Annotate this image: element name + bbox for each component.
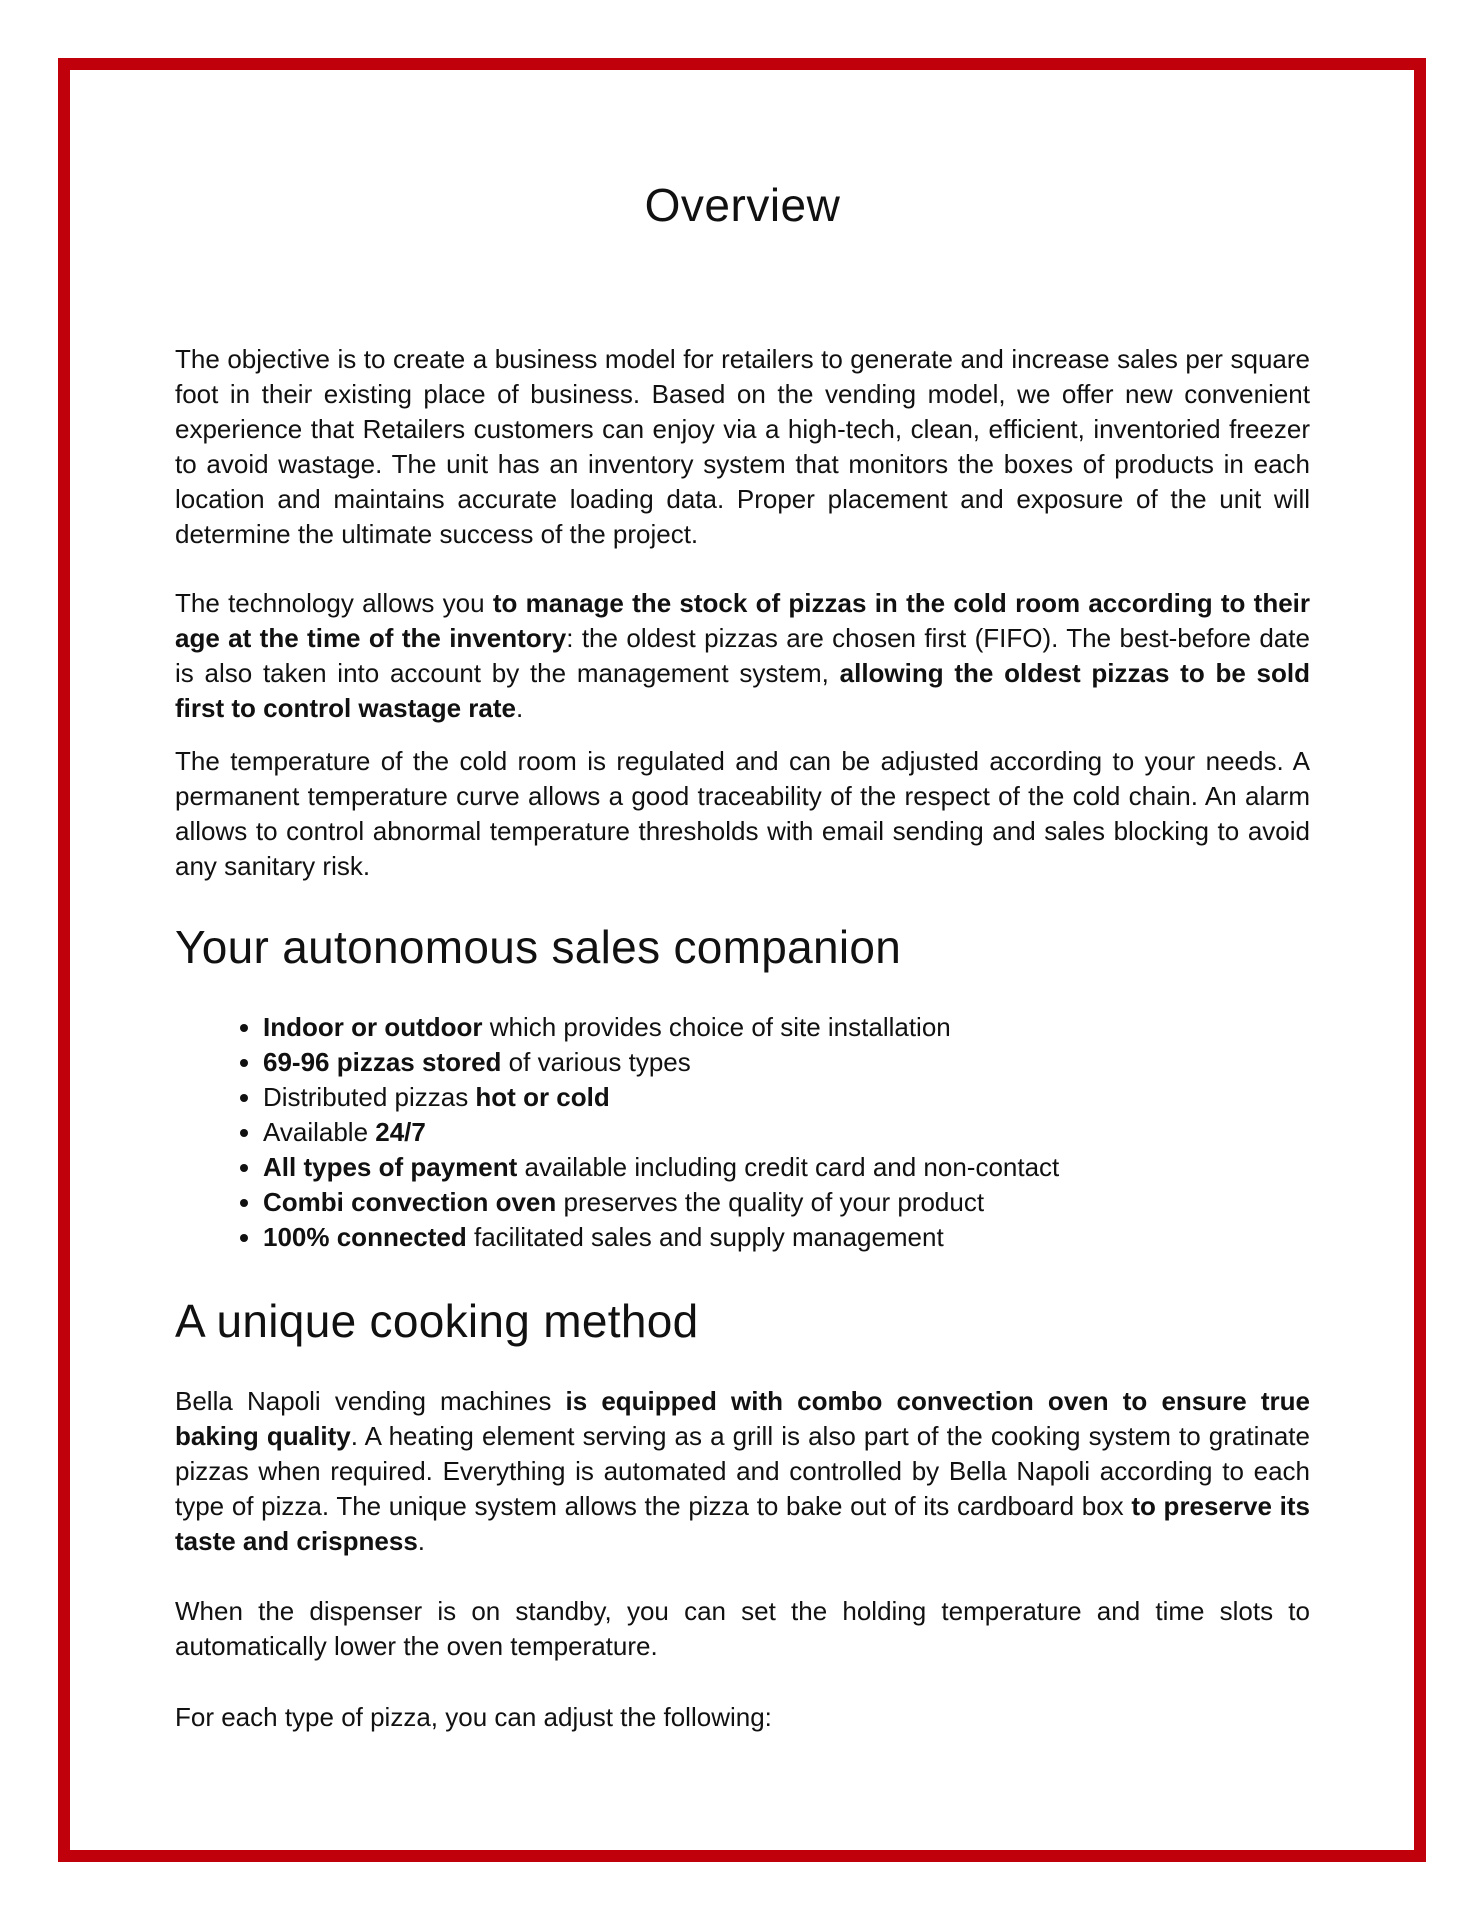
overview-text-2 — [175, 586, 1310, 726]
text-run: . A heating element serving as a grill is also part of the cooking system to gratinate pizzas when required. Everything is automated and controlled by Bella Napoli according to each type of pizza. The unique system allows the pizza to bake out of its cardboard box — [175, 1421, 1310, 1521]
feature-list-item — [263, 1045, 1310, 1080]
overview-text-3: The temperature of the cold room is regulated and can be adjusted according to your needs. A permanent temperature curve allows a good traceability of the respect of the cold chain. An alarm allows to control abnormal temperature thresholds with email sending and sales blocking to avoid any sanitary risk. — [175, 746, 1310, 881]
feature-bold-text: 24/7 — [375, 1117, 426, 1147]
features-list-block — [175, 1010, 1310, 1255]
feature-bold-text: Combi convection oven — [263, 1187, 557, 1217]
feature-list-item — [263, 1150, 1310, 1185]
features-list — [175, 1010, 1310, 1255]
feature-text: facilitated sales and supply management — [466, 1222, 944, 1252]
cooking-text-2: When the dispenser is on standby, you can set the holding temperature and time slots to automatically lower the oven temperature. — [175, 1596, 1310, 1661]
feature-bold-text: Indoor or outdoor — [263, 1012, 483, 1042]
overview-paragraph-3 — [175, 744, 1310, 884]
text-run: Bella Napoli vending machines — [175, 1386, 566, 1416]
text-run: . — [417, 1526, 426, 1556]
overview-paragraph-1 — [175, 342, 1310, 552]
overview-paragraph-2 — [175, 586, 1310, 726]
bold-run: is equipped with combo convection oven to ensure true baking quality — [175, 1386, 1310, 1451]
feature-list-item — [263, 1115, 1310, 1150]
feature-text: of various types — [501, 1047, 691, 1077]
feature-text: preserves the quality of your product — [556, 1187, 985, 1217]
text-run: . — [515, 693, 524, 723]
feature-list-item — [263, 1080, 1310, 1115]
bold-run: to manage the stock of pizzas in the cold room according to their age at the time of the inventory — [175, 588, 1311, 653]
bold-run: to preserve its taste and crispness — [175, 1491, 1311, 1556]
feature-bold-text: hot or cold — [475, 1082, 610, 1112]
cooking-paragraph-3 — [175, 1700, 1310, 1735]
feature-bold-text: 100% connected — [263, 1222, 467, 1252]
feature-bold-text: All types of payment — [263, 1152, 518, 1182]
feature-text: which provides choice of site installation — [482, 1012, 951, 1042]
cooking-paragraph-2 — [175, 1594, 1310, 1664]
feature-text: Available — [263, 1117, 376, 1147]
cooking-text-1 — [175, 1384, 1310, 1559]
section-heading-companion: Your autonomous sales companion — [175, 921, 902, 973]
cooking-text-3: For each type of pizza, you can adjust the following: — [175, 1702, 772, 1732]
overview-text-1: The objective is to create a business model for retailers to generate and increase sales per square foot in their existing place of business. Based on the vending model, we offer new convenient experience that Retailers customers can enjoy via a high-tech, clean, efficient, inventoried freezer to avoid wastage. The unit has an inventory system that monitors the boxes of products in each location and maintains accurate loading data. Proper placement and exposure of the unit will determine the ultimate success of the project. — [175, 344, 1310, 549]
section-heading-cooking: A unique cooking method — [175, 1295, 699, 1347]
page-title: Overview — [644, 179, 841, 231]
feature-list-item — [263, 1185, 1310, 1220]
feature-text: Distributed pizzas — [263, 1082, 476, 1112]
feature-text: available including credit card and non-contact — [517, 1152, 1060, 1182]
feature-list-item — [263, 1220, 1310, 1255]
text-run: The technology allows you — [175, 588, 493, 618]
cooking-paragraph-1 — [175, 1384, 1310, 1559]
text-run: : the oldest pizzas are chosen first (FIFO). The best-before date is also taken into account by the management system, — [175, 623, 1310, 688]
bold-run: allowing the oldest pizzas to be sold first to control wastage rate — [175, 658, 1310, 723]
feature-bold-text: 69-96 pizzas stored — [263, 1047, 502, 1077]
feature-list-item — [263, 1010, 1310, 1045]
